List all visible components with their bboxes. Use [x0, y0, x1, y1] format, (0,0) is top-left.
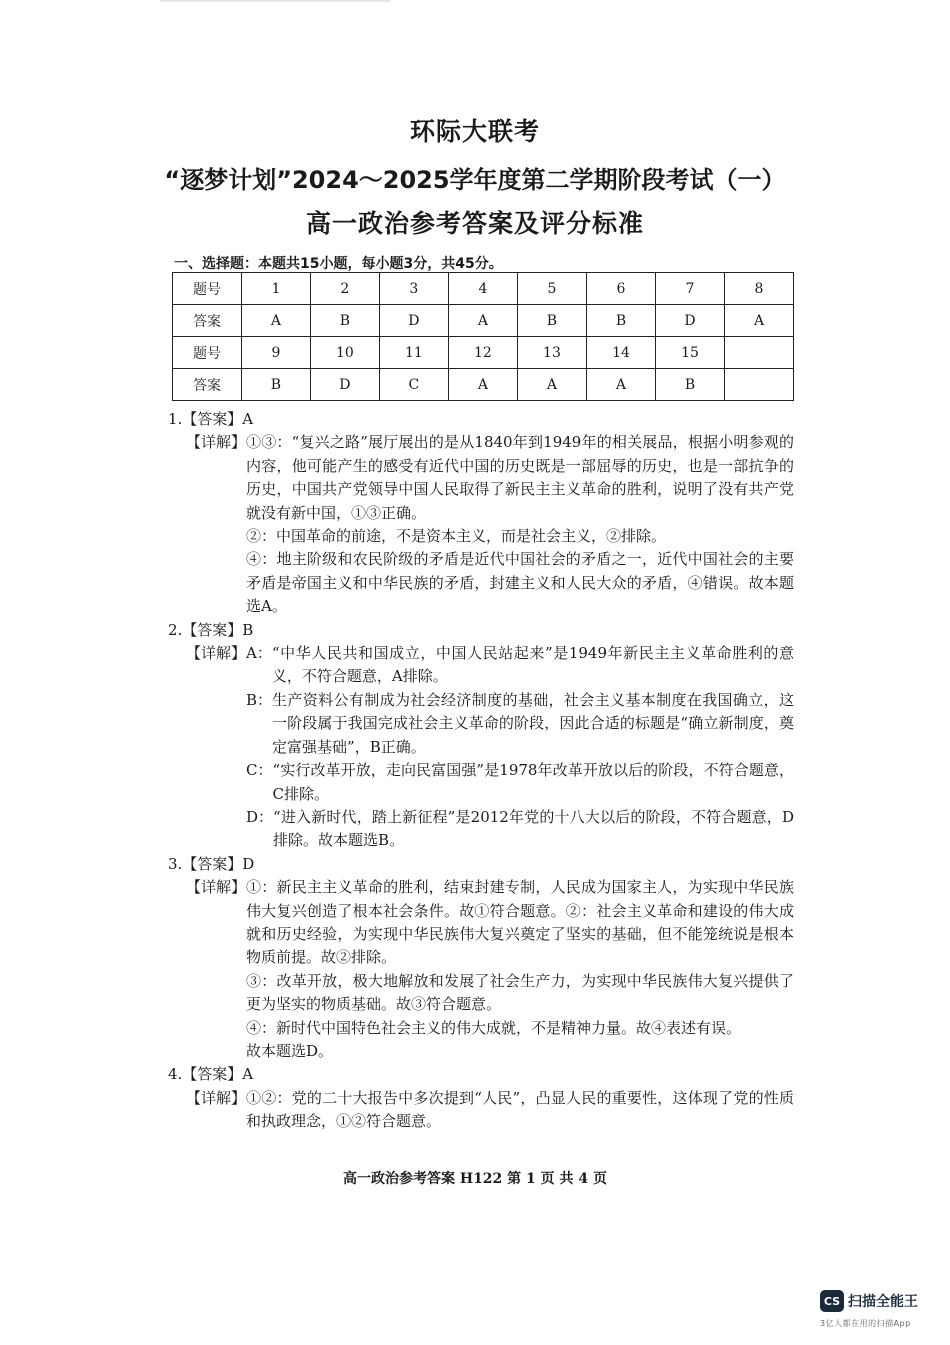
option-tag: D： — [246, 807, 274, 826]
table-row — [173, 337, 794, 369]
option-a-analysis — [246, 642, 794, 689]
table-cell: A — [725, 305, 794, 337]
table-cell: 12 — [448, 337, 517, 369]
detail-label: 【详解】 — [186, 878, 247, 897]
answer-table — [172, 272, 794, 401]
table-cell: 11 — [379, 337, 448, 369]
question-2 — [168, 619, 794, 853]
option-b-analysis — [246, 689, 794, 759]
question-4 — [168, 1063, 794, 1133]
table-cell: B — [656, 369, 725, 401]
table-cell: 4 — [448, 273, 517, 305]
question-answer: 4.【答案】A — [168, 1065, 254, 1084]
question-answer: 2.【答案】B — [168, 620, 254, 639]
table-row-header: 题号 — [173, 337, 242, 369]
question-answer: 1.【答案】A — [168, 410, 254, 428]
detail-paragraph: ①②：党的二十大报告中多次提到“人民”，凸显人民的重要性，这体现了党的性质和执政理念，①②符合题意。 — [246, 1088, 794, 1131]
table-cell: 7 — [656, 273, 725, 305]
table-row — [173, 305, 794, 337]
table-cell: D — [656, 305, 725, 337]
question-3 — [168, 853, 794, 1064]
camscanner-logo-icon: CS — [820, 1290, 844, 1312]
table-row — [173, 273, 794, 305]
table-cell: B — [586, 305, 655, 337]
option-text: “进入新时代，踏上新征程”是2012年党的十八大以后的阶段，不符合题意，D排除。故本题选B。 — [273, 807, 794, 850]
table-row-header: 答案 — [173, 369, 242, 401]
table-cell: B — [517, 305, 586, 337]
detail-label: 【详解】 — [186, 433, 247, 452]
question-answer: 3.【答案】D — [168, 854, 255, 873]
explanations — [168, 408, 794, 1134]
detail-paragraph: ①③：“复兴之路”展厅展出的是从1840年到1949年的相关展品，根据小明参观的内容，他可能产生的感受有近代中国的历史既是一部屈辱的历史，也是一部抗争的历史，中国共产党领导中国人民取得了新民主主义革命的胜利，说明了没有共产党就没有新中国，①③正确。 — [246, 433, 794, 522]
table-cell: 13 — [517, 337, 586, 369]
detail-paragraph: 故本题选D。 — [246, 1041, 334, 1060]
table-row-header: 答案 — [173, 305, 242, 337]
option-d-analysis — [246, 806, 794, 853]
scanner-watermark — [820, 1290, 918, 1312]
table-cell: A — [448, 369, 517, 401]
question-detail — [168, 431, 794, 618]
table-cell: 15 — [656, 337, 725, 369]
detail-paragraph: ②：中国革命的前途，不是资本主义，而是社会主义，②排除。 — [246, 527, 667, 546]
question-detail — [168, 876, 794, 1063]
detail-paragraph: ④：地主阶级和农民阶级的矛盾是近代中国社会的矛盾之一，近代中国社会的主要矛盾是帝国主义和中华民族的矛盾，封建主义和人民大众的矛盾，④错误。故本题选A。 — [246, 550, 794, 616]
section-heading: 一、选择题：本题共15小题，每小题3分，共45分。 — [174, 256, 503, 272]
table-cell — [725, 337, 794, 369]
table-cell: 2 — [310, 273, 379, 305]
option-tag: C： — [246, 761, 273, 780]
question-1 — [168, 408, 794, 619]
table-row — [173, 369, 794, 401]
option-text: “中华人民共和国成立，中国人民站起来”是1949年新民主主义革命胜利的意义，不符合题意，A排除。 — [271, 644, 794, 686]
table-cell — [725, 369, 794, 401]
option-tag: A： — [246, 644, 272, 663]
table-cell: 10 — [310, 337, 379, 369]
scan-edge-line — [160, 0, 390, 2]
table-cell: 9 — [241, 337, 310, 369]
question-detail — [168, 1087, 794, 1134]
detail-paragraph: ①：新民主主义革命的胜利，结束封建专制，人民成为国家主人，为实现中华民族伟大复兴创造了根本社会条件。故①符合题意。②：社会主义革命和建设的伟大成就和历史经验，为实现中华民族伟大复兴奠定了坚实的基础，但不能笼统说是根本物质前提。故②排除。 — [246, 878, 794, 967]
page-footer: 高一政治参考答案 H122 第 1 页 共 4 页 — [342, 1171, 608, 1187]
option-text: 生产资料公有制成为社会经济制度的基础，社会主义基本制度在我国确立，这一阶段属于我国完成社会主义革命的阶段，因此合适的标题是“确立新制度，奠定富强基础”，B正确。 — [272, 690, 794, 756]
table-cell: 6 — [586, 273, 655, 305]
watermark-name: 扫描全能王 — [848, 1294, 918, 1310]
table-cell: 8 — [725, 273, 794, 305]
detail-label: 【详解】 — [186, 1088, 247, 1107]
answer-key-title: 高一政治参考答案及评分标准 — [305, 209, 644, 238]
table-cell: D — [310, 369, 379, 401]
table-row-header: 题号 — [173, 273, 242, 305]
table-cell: A — [586, 369, 655, 401]
option-c-analysis — [246, 759, 794, 806]
exam-name-title: “逐梦计划”2024～2025学年度第二学期阶段考试（一） — [164, 166, 786, 194]
table-cell: 3 — [379, 273, 448, 305]
table-cell: 5 — [517, 273, 586, 305]
table-cell: A — [517, 369, 586, 401]
table-cell: A — [448, 305, 517, 337]
watermark-slogan: 3亿人都在用的扫描App — [820, 1319, 911, 1328]
table-cell: 14 — [586, 337, 655, 369]
table-cell: A — [241, 305, 310, 337]
table-cell: 1 — [241, 273, 310, 305]
detail-paragraph: ④：新时代中国特色社会主义的伟大成就，不是精神力量。故④表述有误。 — [246, 1018, 742, 1037]
table-cell: B — [310, 305, 379, 337]
option-text: “实行改革开放，走向民富国强”是1978年改革开放以后的阶段，不符合题意，C排除。 — [272, 761, 794, 803]
table-cell: B — [241, 369, 310, 401]
table-cell: D — [379, 305, 448, 337]
question-detail — [168, 642, 794, 853]
option-tag: B： — [246, 690, 273, 709]
detail-paragraph: ③：改革开放，极大地解放和发展了社会生产力，为实现中华民族伟大复兴提供了更为坚实的物质基础。故③符合题意。 — [246, 971, 794, 1014]
detail-label: 【详解】 — [186, 644, 247, 663]
table-cell: C — [379, 369, 448, 401]
exam-org-title: 环际大联考 — [409, 117, 540, 146]
